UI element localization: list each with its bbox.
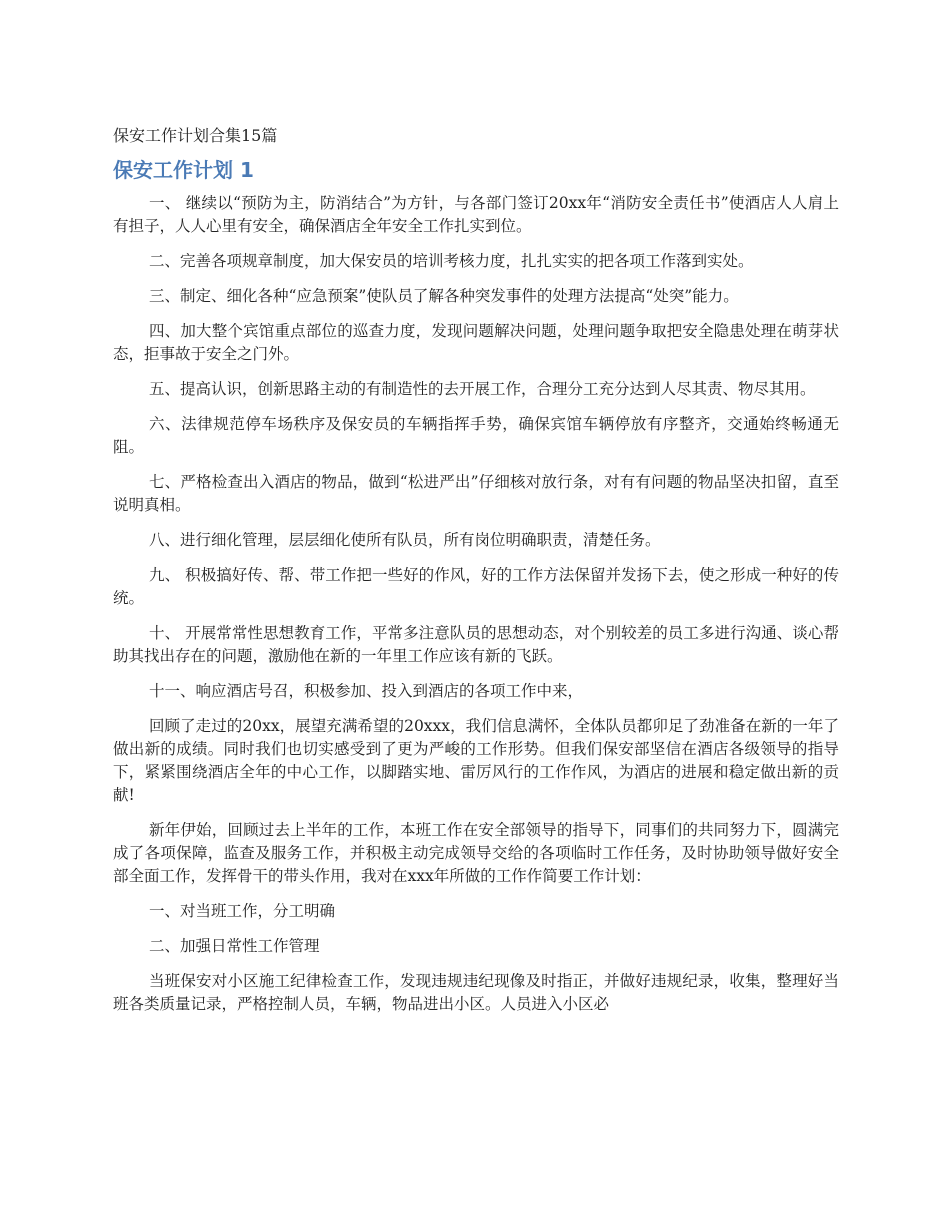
paragraph-8: 八、进行细化管理，层层细化使所有队员，所有岗位明确职责，清楚任务。 bbox=[149, 531, 661, 549]
paragraph-1: 一、 继续以“预防为主，防消结合”为方针，与各部门签订20xx年“消防安全责任书”使酒店人人肩上有担子，人人心里有安全，确保酒店全年安全工作扎实到位。 bbox=[113, 194, 839, 235]
paragraph-13: 新年伊始，回顾过去上半年的工作，本班工作在安全部领导的指导下，同事们的共同努力下，圆满完成了各项保障，监查及服务工作，并积极主动完成领导交给的各项临时工作任务，及时协助领导做好安全部全面工作，发挥骨干的带头作用，我对在xxx年所做的工作作简要工作计划： bbox=[113, 821, 839, 885]
paragraph-2: 二、完善各项规章制度，加大保安员的培训考核力度，扎扎实实的把各项工作落到实处。 bbox=[149, 252, 754, 270]
section-heading: 保安工作计划 1 bbox=[113, 158, 254, 182]
document-title: 保安工作计划合集15篇 bbox=[113, 126, 278, 145]
paragraph-7: 七、严格检查出入酒店的物品，做到“松进严出”仔细核对放行条，对有有问题的物品坚决扣留，直至说明真相。 bbox=[113, 473, 839, 514]
paragraph-9: 九、 积极搞好传、帮、带工作把一些好的作风，好的工作方法保留并发扬下去，使之形成一种好的传统。 bbox=[113, 566, 839, 607]
paragraph-6: 六、法律规范停车场秩序及保安员的车辆指挥手势，确保宾馆车辆停放有序整齐，交通始终畅通无阻。 bbox=[113, 415, 839, 456]
paragraph-12: 回顾了走过的20xx，展望充满希望的20xxx，我们信息满怀，全体队员都卯足了劲准备在新的一年了做出新的成绩。同时我们也切实感受到了更为严峻的工作形势。但我们保安部坚信在酒店各级领导的指导下，紧紧围绕酒店全年的中心工作，以脚踏实地、雷厉风行的工作作风，为酒店的进展和稳定做出新的贡献! bbox=[113, 717, 839, 804]
paragraph-5: 五、提高认识，创新思路主动的有制造性的去开展工作，合理分工充分达到人尽其责、物尽其用。 bbox=[149, 380, 816, 398]
document-page bbox=[113, 124, 839, 1028]
paragraph-3: 三、制定、细化各种“应急预案”使队员了解各种突发事件的处理方法提高“处突”能力。 bbox=[149, 287, 739, 305]
paragraph-10: 十、 开展常常性思想教育工作，平常多注意队员的思想动态，对个别较差的员工多进行沟通、谈心帮助其找出存在的问题，激励他在新的一年里工作应该有新的飞跃。 bbox=[113, 624, 839, 665]
paragraph-11: 十一、响应酒店号召，积极参加、投入到酒店的各项工作中来， bbox=[149, 682, 584, 700]
paragraph-16: 当班保安对小区施工纪律检查工作，发现违规违纪现像及时指正，并做好违规纪录，收集，整理好当班各类质量记录，严格控制人员，车辆，物品进出小区。人员进入小区必 bbox=[113, 972, 839, 1013]
paragraph-14: 一、对当班工作，分工明确 bbox=[149, 902, 336, 920]
paragraph-15: 二、加强日常性工作管理 bbox=[149, 937, 320, 955]
paragraph-4: 四、加大整个宾馆重点部位的巡查力度，发现问题解决问题，处理问题争取把安全隐患处理在萌芽状态，拒事故于安全之门外。 bbox=[113, 322, 839, 363]
